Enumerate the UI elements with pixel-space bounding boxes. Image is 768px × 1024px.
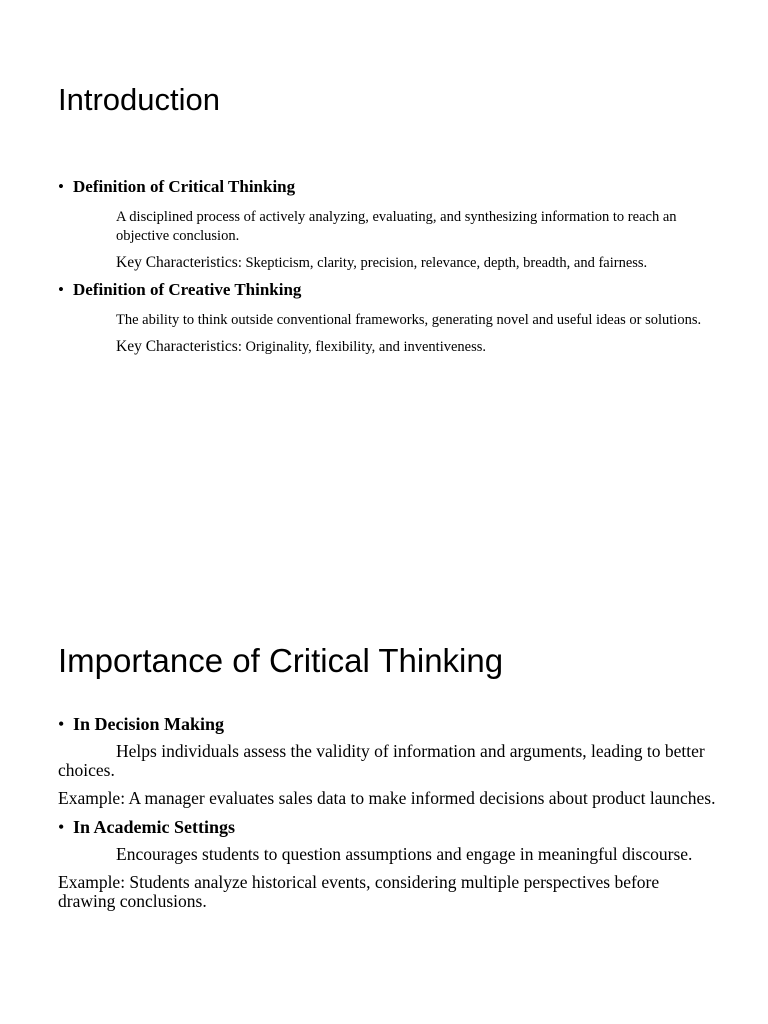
description-text: Helps individuals assess the validity of information and arguments, leading to better choices. <box>58 741 705 780</box>
key-characteristics-text: : Originality, flexibility, and inventiveness. <box>237 339 487 355</box>
example-text: Example: A manager evaluates sales data to make informed decisions about product launches. <box>58 788 716 808</box>
definition-text: The ability to think outside conventional frameworks, generating novel and useful ideas or solutions. <box>116 312 702 328</box>
bullet-academic-settings <box>58 815 718 839</box>
bullet-marker: • <box>58 177 64 196</box>
key-characteristics-label: Key Characteristics <box>116 254 238 271</box>
slide-title: Importance of Critical Thinking <box>58 642 504 679</box>
bullet-heading: Definition of Critical Thinking <box>73 177 296 196</box>
key-characteristics <box>58 337 718 357</box>
bullet-heading: Definition of Creative Thinking <box>73 280 302 299</box>
bullet-marker: • <box>58 817 65 837</box>
bullet-heading: In Academic Settings <box>73 817 235 837</box>
key-characteristics-label: Key Characteristics <box>116 338 238 355</box>
example-text: Example: Students analyze historical events, considering multiple perspectives before drawing conclusions. <box>58 872 660 911</box>
bullet-critical-thinking-definition <box>58 176 718 198</box>
bullet-decision-making <box>58 712 718 736</box>
bullet-creative-thinking-definition <box>58 279 718 301</box>
bullet-marker: • <box>58 714 65 734</box>
key-characteristics <box>58 253 718 273</box>
bullet-heading: In Decision Making <box>73 714 225 734</box>
slide-content <box>58 176 718 357</box>
slide-title: Introduction <box>58 82 220 117</box>
slide-content <box>58 712 718 911</box>
description-text: Encourages students to question assumptions and engage in meaningful discourse. <box>116 844 693 864</box>
key-characteristics-text: : Skepticism, clarity, precision, relevance, depth, breadth, and fairness. <box>237 255 648 271</box>
bullet-marker: • <box>58 280 64 299</box>
slide-importance-of-critical-thinking <box>0 512 768 1024</box>
definition-text: A disciplined process of actively analyzing, evaluating, and synthesizing information to reach an objective conclusion. <box>116 209 677 244</box>
